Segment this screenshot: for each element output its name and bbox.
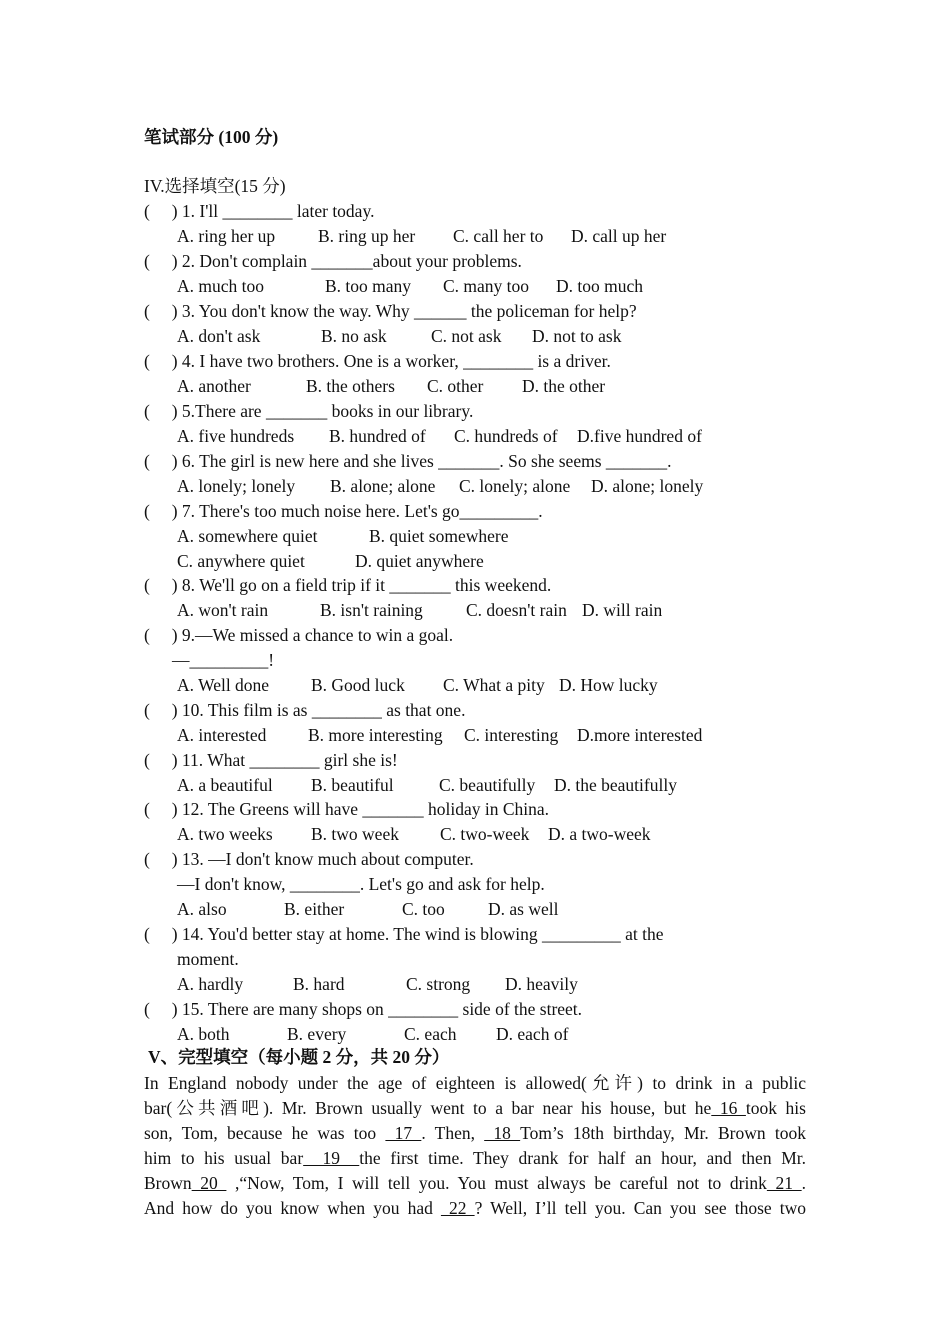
answer-option: B. alone; alone <box>330 476 436 496</box>
question-stem-continued: moment. <box>177 949 239 969</box>
answer-option: B. either <box>284 899 345 919</box>
cloze-blank: 19 <box>303 1148 360 1168</box>
answer-option: B. quiet somewhere <box>369 526 509 546</box>
answer-option: D. heavily <box>505 974 578 994</box>
cloze-passage <box>144 1071 806 1221</box>
answer-option: A. hardly <box>177 974 244 994</box>
question-stem: ( ) 9.—We missed a chance to win a goal. <box>144 625 454 645</box>
answer-option: C. strong <box>406 974 471 994</box>
answer-option: A. both <box>177 1024 230 1044</box>
answer-option: A. another <box>177 376 251 396</box>
answer-option: B. hundred of <box>329 426 426 446</box>
passage-text: . Then, <box>421 1123 485 1143</box>
answer-option: D.more interested <box>577 725 703 745</box>
answer-option: D. the beautifully <box>554 775 677 795</box>
passage-text: bar(公共酒吧). Mr. Brown usually went to a bar near his house, but he <box>144 1098 712 1118</box>
answer-option: B. ring up her <box>318 226 416 246</box>
answer-option: C. other <box>427 376 484 396</box>
answer-option: A. much too <box>177 276 265 296</box>
answer-option: D. alone; lonely <box>591 476 704 496</box>
answer-option: C. call her to <box>453 226 544 246</box>
answer-option: B. hard <box>293 974 345 994</box>
answer-option: B. the others <box>306 376 395 396</box>
passage-text: him to his usual bar <box>144 1148 304 1168</box>
page-title: 笔试部分 (100 分) <box>144 127 279 147</box>
answer-option: A. a beautiful <box>177 775 273 795</box>
answer-option: A. somewhere quiet <box>177 526 318 546</box>
passage-text: the first time. They drank for half an hour, and then Mr. <box>359 1148 807 1168</box>
cloze-blank: 18 <box>484 1123 521 1143</box>
answer-option: A. also <box>177 899 227 919</box>
answer-option: C. two-week <box>440 824 530 844</box>
answer-option: A. five hundreds <box>177 426 295 446</box>
answer-option: D. call up her <box>571 226 667 246</box>
passage-line <box>144 1096 806 1121</box>
answer-option: C. each <box>404 1024 457 1044</box>
answer-option: B. too many <box>325 276 412 296</box>
question-stem: ( ) 5.There are _______ books in our library. <box>144 401 474 421</box>
question-stem: ( ) 15. There are many shops on ________ side of the street. <box>144 999 583 1019</box>
answer-option: B. Good luck <box>311 675 405 695</box>
answer-option: B. two week <box>311 824 399 844</box>
answer-option: C. beautifully <box>439 775 536 795</box>
passage-text: Brown <box>144 1173 192 1193</box>
answer-option: C. many too <box>443 276 530 296</box>
passage-text: And how do you know when you had <box>144 1198 441 1218</box>
answer-option: B. no ask <box>321 326 387 346</box>
answer-option: D. quiet anywhere <box>355 551 484 571</box>
question-stem: ( ) 14. You'd better stay at home. The wind is blowing _________ at the <box>144 924 664 944</box>
answer-option: D. too much <box>556 276 644 296</box>
passage-text: ,“Now, Tom, I will tell you. You must always be careful not to drink <box>226 1173 767 1193</box>
answer-option: C. interesting <box>464 725 559 745</box>
passage-text: In England nobody under the age of eighteen is allowed(允许) to drink in a public <box>144 1073 806 1093</box>
passage-text: took his <box>745 1098 806 1118</box>
answer-option: C. doesn't rain <box>466 600 567 620</box>
question-stem: ( ) 2. Don't complain _______about your problems. <box>144 251 522 271</box>
passage-text: . <box>801 1173 807 1193</box>
answer-option: D. each of <box>496 1024 569 1044</box>
answer-option: C. too <box>402 899 445 919</box>
cloze-blank: 17 <box>385 1123 422 1143</box>
answer-option: D. as well <box>488 899 559 919</box>
section-heading: V、完型填空（每小题 2 分，共 20 分） <box>148 1047 450 1067</box>
answer-option: A. don't ask <box>177 326 261 346</box>
question-stem: ( ) 6. The girl is new here and she lives _______. So she seems _______. <box>144 451 672 471</box>
question-stem: ( ) 12. The Greens will have _______ holiday in China. <box>144 799 550 819</box>
passage-text: Tom’s 18th birthday, Mr. Brown took <box>520 1123 806 1143</box>
answer-option: A. ring her up <box>177 226 276 246</box>
answer-option: D. not to ask <box>532 326 622 346</box>
answer-option: C. anywhere quiet <box>177 551 305 571</box>
answer-option: D. a two-week <box>548 824 651 844</box>
passage-line <box>144 1146 806 1171</box>
answer-option: C. What a pity <box>443 675 545 695</box>
answer-option: A. Well done <box>177 675 270 695</box>
passage-text: ? Well, I’ll tell you. Can you see those two <box>474 1198 806 1218</box>
cloze-blank: 21 <box>766 1173 802 1193</box>
question-stem-continued: —_________! <box>172 650 275 670</box>
answer-option: D.five hundred of <box>577 426 702 446</box>
answer-option: D. How lucky <box>559 675 658 695</box>
question-stem: ( ) 4. I have two brothers. One is a worker, ________ is a driver. <box>144 351 611 371</box>
question-stem: ( ) 13. —I don't know much about computer. <box>144 849 474 869</box>
answer-option: A. two weeks <box>177 824 273 844</box>
answer-option: C. lonely; alone <box>459 476 571 496</box>
answer-option: D. the other <box>522 376 606 396</box>
cloze-blank: 16 <box>711 1098 746 1118</box>
answer-option: C. not ask <box>431 326 502 346</box>
question-stem: ( ) 7. There's too much noise here. Let's go_________. <box>144 501 543 521</box>
answer-option: A. interested <box>177 725 267 745</box>
answer-option: D. will rain <box>582 600 663 620</box>
answer-option: B. beautiful <box>311 775 394 795</box>
question-stem: ( ) 1. I'll ________ later today. <box>144 201 375 221</box>
passage-line <box>144 1171 806 1196</box>
answer-option: B. every <box>287 1024 347 1044</box>
cloze-blank: 22 <box>440 1198 475 1218</box>
answer-option: B. isn't raining <box>320 600 423 620</box>
passage-line <box>144 1196 806 1221</box>
cloze-blank: 20 <box>191 1173 227 1193</box>
answer-option: B. more interesting <box>308 725 443 745</box>
question-stem: ( ) 11. What ________ girl she is! <box>144 750 398 770</box>
passage-line <box>144 1121 806 1146</box>
question-stem-continued: —I don't know, ________. Let's go and ask for help. <box>177 874 545 894</box>
passage-line <box>144 1071 806 1096</box>
answer-option: A. lonely; lonely <box>177 476 296 496</box>
question-stem: ( ) 10. This film is as ________ as that one. <box>144 700 466 720</box>
question-stem: ( ) 3. You don't know the way. Why ______ the policeman for help? <box>144 301 637 321</box>
answer-option: C. hundreds of <box>454 426 558 446</box>
answer-option: A. won't rain <box>177 600 269 620</box>
passage-text: son, Tom, because he was too <box>144 1123 386 1143</box>
section-heading: IV.选择填空(15 分) <box>144 176 286 196</box>
question-stem: ( ) 8. We'll go on a field trip if it _______ this weekend. <box>144 575 552 595</box>
